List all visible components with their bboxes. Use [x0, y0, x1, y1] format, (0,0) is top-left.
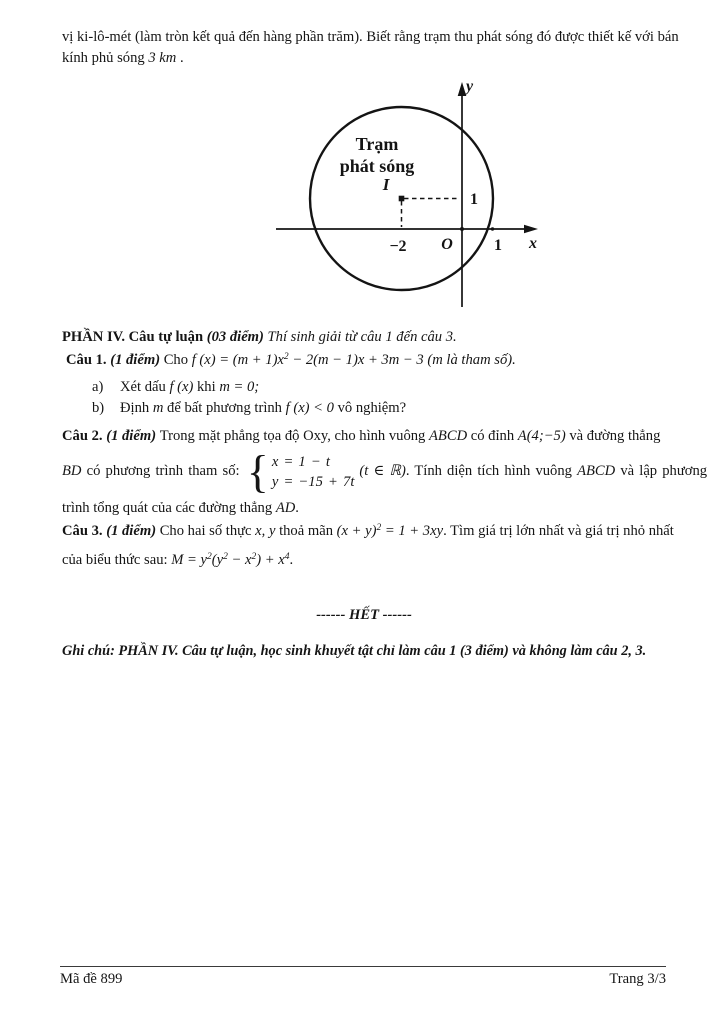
part4-heading: [62, 327, 457, 348]
cau2-l1-text3: và đường thẳng: [565, 428, 661, 444]
footnote: Ghi chú: PHẦN IV. Câu tự luận, học sinh khuyết tật chỉ làm câu 1 (3 điểm) và không làm câu 2, 3.: [62, 643, 647, 659]
origin-point: [460, 227, 464, 231]
intro-line-2-text: kính phủ sóng: [62, 50, 149, 66]
cau1-formula-tail: − 2(m − 1)x + 3m − 3: [288, 352, 428, 368]
cau2-l2-text1: có phương trình tham số:: [86, 463, 245, 479]
cau3-M-exp1: 2: [207, 552, 212, 562]
x-axis-label: x: [529, 235, 537, 252]
cau1-item-b: [92, 398, 406, 419]
cau2-points: (1 điểm): [106, 428, 160, 444]
intro-line-2-period: .: [176, 50, 184, 66]
x-tick-1-point: [491, 227, 494, 230]
cau2-l3-math1: AD: [275, 500, 296, 516]
origin-label: O: [441, 236, 453, 253]
coverage-figure: [270, 76, 562, 314]
station-label-line1: Trạm: [355, 134, 399, 154]
system-eq-x: x = 1 − t: [271, 453, 330, 470]
cau3-M-exp2: 2: [223, 552, 228, 562]
cau2-line2: [62, 445, 707, 497]
cau2-l2-text2: . Tính diện tích hình vuông: [405, 463, 578, 479]
part4-heading-points: (03 điểm): [206, 329, 268, 345]
cau1-formula: f (x) = (m + 1)x: [191, 352, 284, 368]
cau3-l2-text2: .: [289, 552, 294, 568]
cau1-item-a-math2: m = 0;: [219, 379, 260, 395]
intro-radius-value: 3 km: [148, 50, 177, 66]
cau3-l1-text2: thoả mãn: [275, 523, 337, 539]
cau1-item-b-math2: f (x) < 0: [285, 400, 334, 416]
cau1-label: Câu 1.: [66, 352, 111, 368]
cau2-l1-text1: Trong mặt phẳng tọa độ Oxy, cho hình vuông: [159, 428, 429, 444]
cau3-M-part3: − x: [227, 552, 252, 568]
x-tick-1-label: 1: [494, 237, 502, 254]
cau1-item-b-text1: Định: [120, 400, 153, 416]
cau2-l2-math3: ABCD: [577, 463, 616, 479]
cau2-l2-text3: và lập phương: [615, 463, 708, 479]
cau2-l2-math2: (t ∈ ℝ): [359, 463, 406, 479]
cau1-item-a: [92, 377, 259, 398]
cau1-item-a-text1: Xét dấu: [120, 379, 170, 395]
cau1-statement: [66, 350, 516, 371]
cau3-M-part2: (y: [211, 552, 224, 568]
cau3-M-formula: M = y: [171, 552, 207, 568]
cau1-param-note: (m là tham số).: [427, 352, 516, 368]
y-axis-arrow-icon: [458, 82, 467, 96]
cau1-item-b-text2: để bất phương trình: [163, 400, 286, 416]
system-eq-y: y = −15 + 7t: [271, 473, 355, 490]
x-axis-arrow-icon: [524, 225, 538, 234]
system-equations: [272, 452, 355, 492]
y-tick-1-label: 1: [470, 191, 478, 208]
page-footer: [60, 966, 666, 988]
cau3-l1-math1: x, y: [255, 523, 276, 539]
station-label-line2: phát sóng: [339, 156, 415, 176]
cau1-item-b-math1: m: [152, 400, 164, 416]
cau1-formula-exponent: 2: [283, 352, 289, 362]
cau2-l1-text2: có đỉnh: [467, 428, 518, 444]
page-number: Trang 3/3: [609, 971, 666, 987]
cau3-M-exp4: 4: [284, 552, 290, 562]
cau1-item-a-text2: khi: [193, 379, 220, 395]
parametric-system: [246, 445, 355, 497]
intro-line-2: [62, 48, 184, 69]
cau2-line1: [62, 426, 660, 447]
cau2-l2-math1: BD: [62, 463, 87, 479]
cau2-l3-text1: trình tổng quát của các đường thẳng: [62, 500, 276, 516]
cau2-l3-text2: .: [295, 500, 299, 516]
system-brace: {: [246, 445, 269, 497]
cau2-l1-math1: ABCD: [429, 428, 468, 444]
cau1-item-a-label: a): [92, 379, 104, 395]
cau1-points: (1 điểm): [110, 352, 164, 368]
cau3-line1: [62, 521, 674, 542]
cau3-l1-text3: . Tìm giá trị lớn nhất và giá trị nhỏ nhất: [443, 523, 674, 539]
part4-heading-note: Thí sinh giải từ câu 1 đến câu 3.: [267, 329, 457, 345]
cau1-item-b-label: b): [92, 400, 105, 416]
cau3-condition-exponent: 2: [376, 523, 382, 533]
part4-heading-title: PHẦN IV. Câu tự luận: [62, 329, 207, 345]
cau2-l1-math2: A(4;−5): [517, 428, 566, 444]
end-marker: ------ HẾT ------: [316, 607, 412, 623]
cau3-label: Câu 3.: [62, 523, 107, 539]
cau3-M-exp3: 2: [251, 552, 257, 562]
y-axis-label: y: [466, 78, 474, 95]
cau2-label: Câu 2.: [62, 428, 107, 444]
cau3-points: (1 điểm): [106, 523, 160, 539]
cau3-condition-tail: = 1 + 3xy: [381, 523, 444, 539]
intro-line-1: vị ki-lô-mét (làm tròn kết quả đến hàng phần trăm). Biết rằng trạm thu phát sóng đó được thiết kế với bán: [62, 29, 679, 45]
cau1-lead: Cho: [163, 352, 192, 368]
center-point: [399, 196, 405, 202]
cau1-item-a-math1: f (x): [169, 379, 194, 395]
cau3-l1-text1: Cho hai số thực: [159, 523, 256, 539]
cau1-item-b-text3: vô nghiệm?: [333, 400, 407, 416]
cau3-l2-text1: của biểu thức sau:: [62, 552, 172, 568]
center-label: I: [382, 175, 390, 194]
x-tick-neg2-label: −2: [389, 238, 407, 255]
cau3-line2: [62, 550, 293, 571]
cau2-line3: [62, 498, 299, 519]
cau3-condition: (x + y): [336, 523, 377, 539]
cau3-M-part4: ) + x: [256, 552, 285, 568]
exam-code: Mã đề 899: [60, 971, 123, 987]
